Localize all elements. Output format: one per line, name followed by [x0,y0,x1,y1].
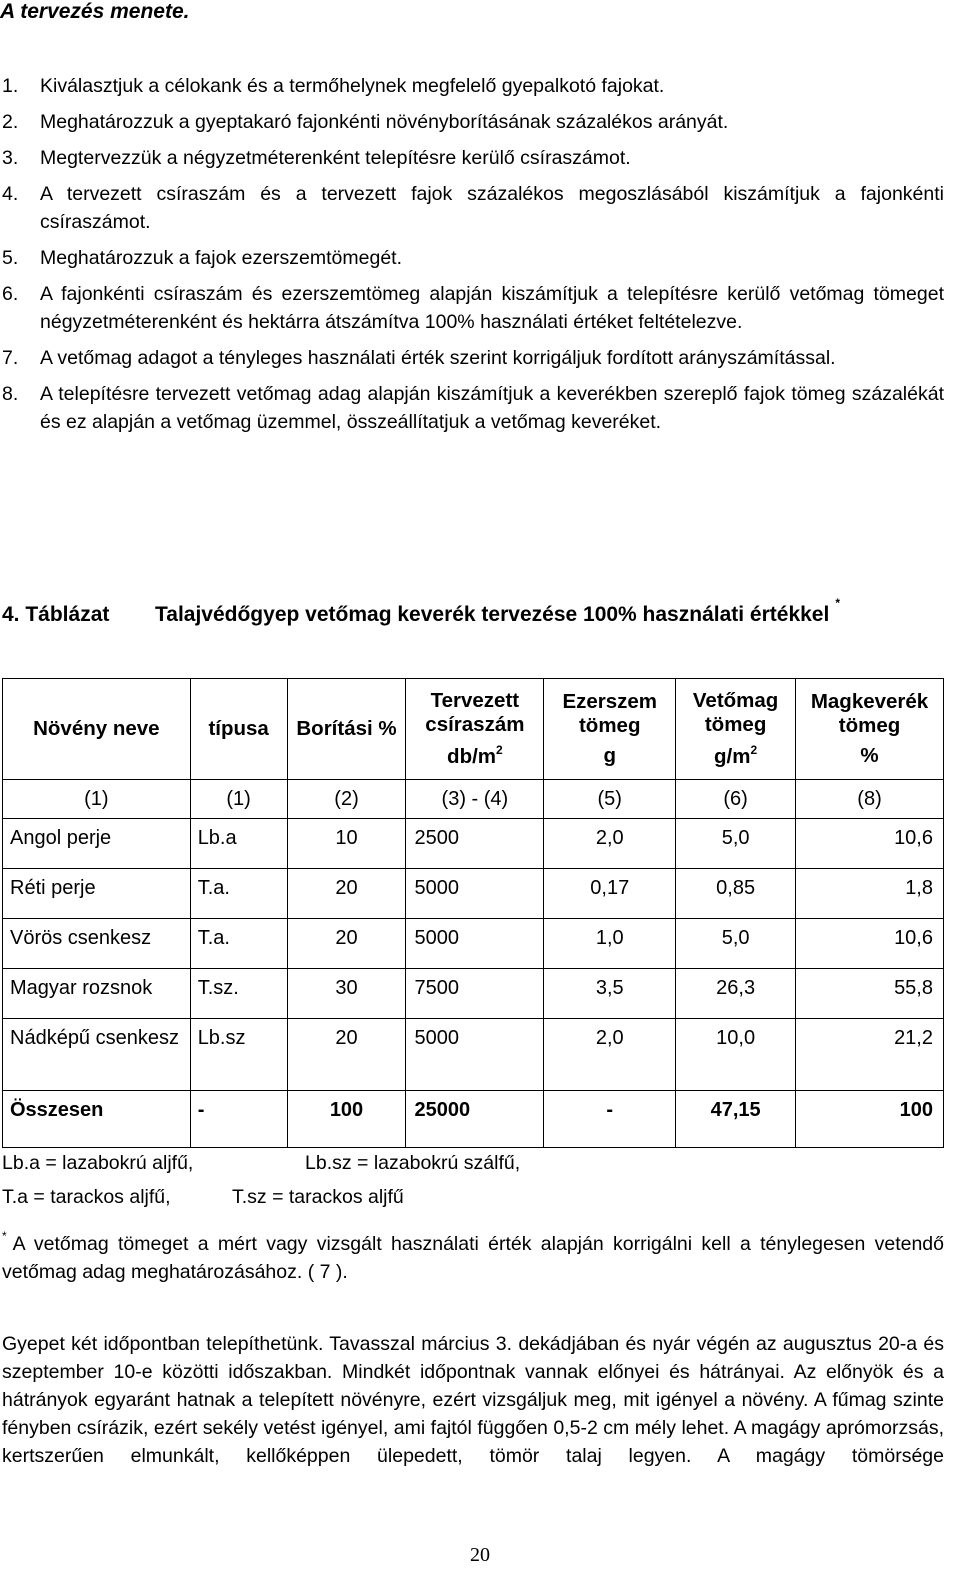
list-item [2,72,944,100]
column-header-thousand-weight: Ezerszem tömeg g [544,679,676,780]
table-cell: - [190,1091,287,1148]
table-cell: (3) - (4) [406,780,544,819]
column-header-germ-count: Tervezett csíraszám $db/m^2$ [406,679,544,780]
step-text: A telepítésre tervezett vetőmag adag alapján kiszámítjuk a keverékben szereplő fajok tömeg százalékát és ez alapján a vetőmag üzemmel, összeállítatjuk a vetőmag keveréket. [40,383,944,433]
step-number: 2. [2,111,19,133]
table-cell: 5000 [406,919,544,969]
step-text: Megtervezzük a négyzetméterenként telepítésre kerülő csíraszámot. [40,147,631,169]
legend-item: T.a = tarackos aljfű, [2,1186,171,1208]
list-item [2,108,944,136]
table-cell: (5) [544,780,676,819]
table-row [3,919,944,969]
table-cell: Vörös csenkesz [3,919,191,969]
list-item [2,280,944,336]
table-cell: 3,5 [544,969,676,1019]
page-number: 20 [470,1544,490,1566]
table-cell: 10 [287,819,406,869]
step-text: Meghatározzuk a gyeptakaró fajonkénti növényborításának százalékos arányát. [40,111,729,133]
table-cell: 100 [287,1091,406,1148]
step-text: Meghatározzuk a fajok ezerszemtömegét. [40,247,403,269]
column-header-type: típusa [190,679,287,780]
column-header-seed-weight: Vetőmag tömeg $g/m^2$ [676,679,796,780]
list-item [2,144,944,172]
table-cell: Réti perje [3,869,191,919]
table-cell: 20 [287,1019,406,1091]
table-cell: T.a. [190,869,287,919]
table-cell: - [544,1091,676,1148]
table-row [3,819,944,869]
table-cell: 1,8 [796,869,944,919]
step-number: 1. [2,75,19,97]
table-cell: (1) [190,780,287,819]
step-text: A tervezett csíraszám és a tervezett fajok százalékos megoszlásából kiszámítjuk a fajonkénti csíraszámot. [40,183,944,233]
table-cell: 26,3 [676,969,796,1019]
table-cell: (6) [676,780,796,819]
table-footnote-mark: * [835,596,840,610]
table-row [3,869,944,919]
step-number: 6. [2,283,19,305]
step-number: 3. [2,147,19,169]
table-caption: Talajvédőgyep vetőmag keverék tervezése 100% használati értékkel [155,603,830,626]
table-cell: 5,0 [676,919,796,969]
table-cell: (2) [287,780,406,819]
table-cell: 5,0 [676,819,796,869]
table-cell: 1,0 [544,919,676,969]
table-cell: 100 [796,1091,944,1148]
table-title [2,596,840,627]
table-cell: 10,0 [676,1019,796,1091]
step-number: 8. [2,383,19,405]
table-cell: (8) [796,780,944,819]
table-header-row [3,679,944,780]
table-cell: 7500 [406,969,544,1019]
table-row [3,1019,944,1091]
table-cell: 0,17 [544,869,676,919]
steps-list [2,72,944,436]
table-cell: 2500 [406,819,544,869]
column-header-mix-weight: Magkeverék tömeg % [796,679,944,780]
table-footnote [2,1222,944,1286]
table-cell: T.sz. [190,969,287,1019]
list-item [2,344,944,372]
list-item [2,244,944,272]
table-cell: 30 [287,969,406,1019]
table-cell: 47,15 [676,1091,796,1148]
table-cell: 2,0 [544,1019,676,1091]
table-cell: 20 [287,869,406,919]
table-cell: (1) [3,780,191,819]
page-heading: A tervezés menete. [0,0,190,23]
step-text: A vetőmag adagot a tényleges használati érték szerint korrigáljuk fordított arányszámítással. [40,347,836,369]
table-cell: Összesen [3,1091,191,1148]
table-cell: 55,8 [796,969,944,1019]
table-total-row [3,1091,944,1148]
footnote-mark: * [2,1229,7,1243]
step-number: 4. [2,183,19,205]
table-cell: 2,0 [544,819,676,869]
table-cell: Magyar rozsnok [3,969,191,1019]
table-cell: 25000 [406,1091,544,1148]
table-cell: 5000 [406,869,544,919]
abbreviation-legend [2,1146,520,1214]
table-cell: 21,2 [796,1019,944,1091]
table-row [3,969,944,1019]
column-header-coverage: Borítási % [287,679,406,780]
table-ref-row [3,780,944,819]
legend-item: T.sz = tarackos aljfű [232,1186,404,1208]
table-cell: Lb.sz [190,1019,287,1091]
table-cell: Angol perje [3,819,191,869]
legend-item: Lb.sz = lazabokrú szálfű, [305,1152,521,1174]
footnote-text: A vetőmag tömeget a mért vagy vizsgált használati érték alapján korrigálni kell a ténylegesen vetendő vetőmag adag meghatározásához. ( 7 ). [2,1233,944,1283]
table-cell: 0,85 [676,869,796,919]
step-number: 7. [2,347,19,369]
list-item [2,380,944,436]
table-cell: T.a. [190,919,287,969]
seed-mix-table [2,678,944,1148]
legend-item: Lb.a = lazabokrú aljfű, [2,1152,194,1174]
table-number: 4. Táblázat [2,603,110,626]
step-number: 5. [2,247,19,269]
list-item [2,180,944,236]
table-cell: 10,6 [796,919,944,969]
step-text: A fajonkénti csíraszám és ezerszemtömeg alapján kiszámítjuk a telepítésre kerülő vetőmag tömeget négyzetméterenként és hektárra átszámítva 100% használati értéket feltételezve. [40,283,944,333]
column-header-plant-name: Növény neve [3,679,191,780]
step-text: Kiválasztjuk a célokank és a termőhelynek megfelelő gyepalkotó fajokat. [40,75,665,97]
table-cell: Nádképű csenkesz [3,1019,191,1091]
table-cell: Lb.a [190,819,287,869]
table-cell: 5000 [406,1019,544,1091]
table-cell: 10,6 [796,819,944,869]
table-cell: 20 [287,919,406,969]
body-paragraph: Gyepet két időpontban telepíthetünk. Tavasszal március 3. dekádjában és nyár végén az augusztus 20-a és szeptember 10-e közötti időszakban. Mindkét időpontnak vannak előnyei és hátrányai. Az előnyök és a hátrányok egyaránt hatnak a telepített növényre, ezért vizsgáljuk meg, mit igényel a növény. A fűmag szinte fényben csírázik, ezért sekély vetést igényel, ami fajtól függően 0,5-2 cm mély lehet. A magágy aprómorzsás, kertszerűen elmunkált, kellőképpen ülepedett, tömör talaj legyen. A magágy tömörsége [2,1333,944,1467]
